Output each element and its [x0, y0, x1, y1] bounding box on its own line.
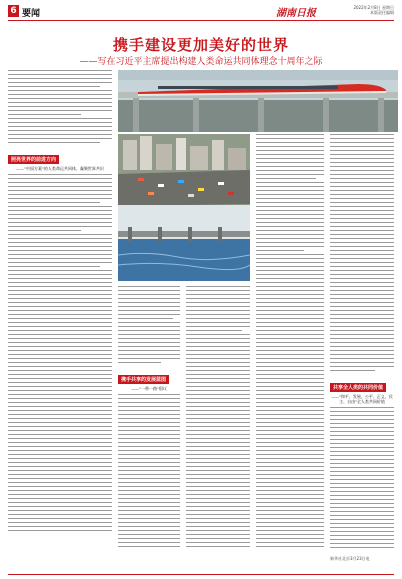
subsection-title: 携手共享的发展蓝图: [118, 375, 169, 384]
newspaper-logo: 湖南日报: [276, 8, 316, 19]
body-text-block: [8, 70, 112, 143]
subsection-subtitle: ——"中国方案"的人类命运共同体，凝聚世界共识: [16, 166, 104, 171]
photo-train: [118, 70, 398, 132]
footer-note: 新华社北京3月23日电: [330, 556, 370, 561]
bottom-rule: [8, 574, 394, 575]
dateline: [353, 5, 394, 15]
river-illustration: [118, 205, 250, 281]
article-headline: 携手建设更加美好的世界: [112, 36, 289, 54]
subsection-title: 共享全人类的共同价值: [330, 383, 386, 392]
text-column-1: [8, 70, 112, 550]
page-header: [8, 5, 394, 21]
text-column-3: [186, 286, 250, 550]
subsection-title: 照亮世界的前进方向: [8, 155, 59, 164]
text-column-4: [256, 134, 324, 550]
article-subheadline: ——写在习近平主席提出构建人类命运共同体理念十周年之际: [79, 57, 323, 67]
text-column-5: [330, 134, 394, 550]
body-text-block: [8, 174, 112, 531]
issue-date: 2022年2月8日 星期日: [353, 5, 394, 10]
train-illustration: [118, 70, 398, 132]
page-number: 6: [8, 5, 19, 17]
photo-river: [118, 205, 250, 281]
subsection-subtitle: ——"一带一路"倡议: [131, 386, 167, 391]
text-column-2: [118, 286, 180, 550]
subsection-box: [8, 146, 112, 171]
subsection-subtitle: ——"和平、发展、公平、正义、民主、自由"全人类共同价值: [331, 394, 393, 404]
subsection-box: [118, 366, 180, 391]
section-name: 要闻: [22, 9, 41, 19]
editor-credit: 本版责任编辑: [370, 10, 394, 15]
subsection-box: [330, 374, 394, 404]
